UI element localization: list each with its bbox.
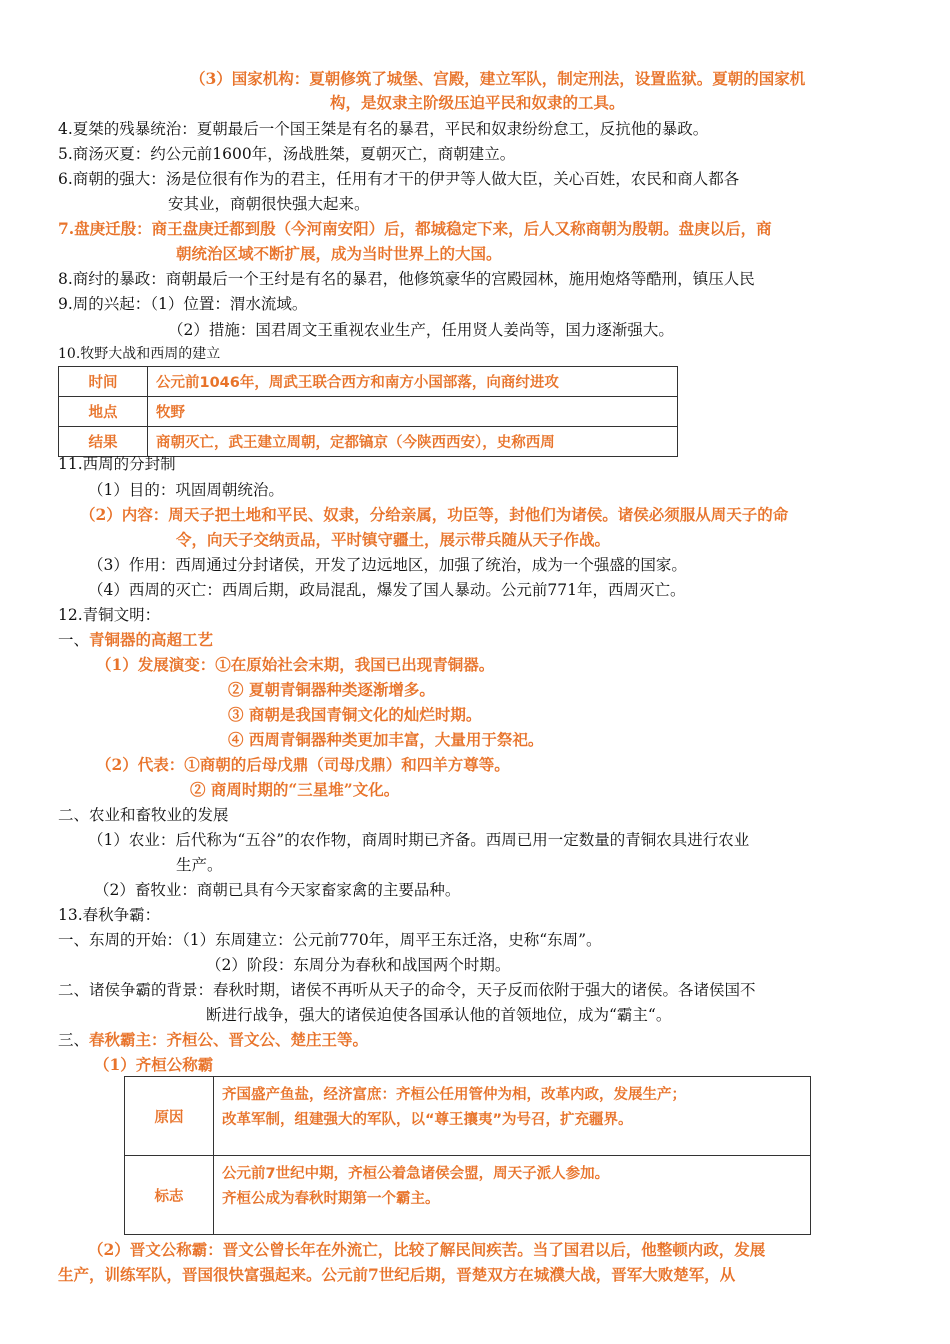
table-value: 公元前1046年，周武王联合西方和南方小国部落，向商纣进攻 — [148, 367, 678, 397]
text-line: （1）目的：巩固周朝统治。 — [88, 481, 284, 499]
cell-line: 齐国盛产鱼盐，经济富庶：齐桓公任用管仲为相，改革内政，发展生产； — [222, 1087, 686, 1103]
text-line: 生产，训练军队，晋国很快富强起来。公元前7世纪后期，晋楚双方在城濮大战，晋军大败楚军，从 — [58, 1265, 736, 1284]
section-heading: 11.西周的分封制 — [58, 455, 176, 473]
muye-battle-table — [58, 366, 678, 457]
text-line: ② 夏朝青铜器种类逐渐增多。 — [228, 680, 435, 699]
cell-line: 齐桓公成为春秋时期第一个霸主。 — [222, 1191, 440, 1207]
text-line: （2）阶段：东周分为春秋和战国两个时期。 — [206, 956, 511, 974]
qi-huangong-table — [124, 1076, 811, 1235]
text-line: ③ 商朝是我国青铜文化的灿烂时期。 — [228, 705, 482, 724]
subsection-title: 青铜器的高超工艺 — [89, 630, 214, 649]
text-line: （1）农业：后代称为“五谷”的农作物，商周时期已齐备。西周已用一定数量的青铜农具进行农业 — [88, 831, 750, 849]
text-line: 5.商汤灭夏：约公元前1600年，汤战胜桀，夏朝灭亡，商朝建立。 — [58, 145, 516, 163]
text-line: 7.盘庚迁殷：商王盘庚迁都到殷（今河南安阳）后，都城稳定下来，后人又称商朝为殷朝。盘庚以后，商 — [58, 219, 772, 238]
table-row — [59, 397, 678, 427]
section-heading: 二、农业和畜牧业的发展 — [58, 806, 229, 824]
table-value — [214, 1077, 811, 1156]
text-line: 二、诸侯争霸的背景：春秋时期，诸侯不再听从天子的命令，天子反而依附于强大的诸侯。各诸侯国不 — [58, 981, 756, 999]
text-line — [58, 1028, 368, 1052]
table-value: 牧野 — [148, 397, 678, 427]
table-key: 结果 — [59, 427, 148, 457]
text-line — [58, 628, 213, 652]
text-line: 一、东周的开始：（1）东周建立：公元前770年，周平王东迁洛，史称“东周”。 — [58, 931, 602, 949]
table-key: 原因 — [125, 1077, 214, 1156]
table-value: 商朝灭亡，武王建立周朝，定都镐京（今陕西西安），史称西周 — [148, 427, 678, 457]
text-line: 6.商朝的强大：汤是位很有作为的君主，任用有才干的伊尹等人做大臣，关心百姓，农民和商人都各 — [58, 170, 740, 188]
text-line: （4）西周的灭亡：西周后期，政局混乱，爆发了国人暴动。公元前771年，西周灭亡。 — [88, 581, 686, 599]
table-key: 时间 — [59, 367, 148, 397]
text-line: 4.夏桀的残暴统治：夏朝最后一个国王桀是有名的暴君，平民和奴隶纷纷怠工，反抗他的暴政。 — [58, 120, 709, 138]
list-marker: 三、 — [58, 1031, 90, 1049]
text-line: （2）措施：国君周文王重视农业生产，任用贤人姜尚等，国力逐渐强大。 — [168, 321, 674, 339]
text-line: （3）作用：西周通过分封诸侯，开发了边远地区，加强了统治，成为一个强盛的国家。 — [88, 556, 687, 574]
section-heading: 13.春秋争霸： — [58, 906, 161, 924]
table-row — [125, 1156, 811, 1235]
text-line: （3）国家机构：夏朝修筑了城堡、宫殿，建立军队，制定刑法，设置监狱。夏朝的国家机 — [190, 69, 806, 88]
section-heading: 10.牧野大战和西周的建立 — [58, 346, 221, 362]
text-line: （2）内容：周天子把土地和平民、奴隶，分给亲属，功臣等，封他们为诸侯。诸侯必须服从周天子的命 — [80, 505, 789, 524]
text-line: （2）畜牧业：商朝已具有今天家畜家禽的主要品种。 — [94, 881, 461, 899]
text-line: 安其业，商朝很快强大起来。 — [168, 195, 370, 213]
table-row — [125, 1077, 811, 1156]
list-marker: 一、 — [58, 631, 90, 649]
subsection-title: 春秋霸主：齐桓公、晋文公、楚庄王等。 — [89, 1030, 369, 1049]
cell-line: 改革军制，组建强大的军队，以“尊王攘夷”为号召，扩充疆界。 — [222, 1112, 633, 1128]
text-line: ④ 西周青铜器种类更加丰富，大量用于祭祀。 — [228, 730, 544, 749]
text-line: 9.周的兴起：（1）位置：渭水流域。 — [58, 295, 308, 313]
table-row — [59, 367, 678, 397]
text-line: （1）齐桓公称霸 — [94, 1055, 214, 1074]
text-line: （2）代表：①商朝的后母戊鼎（司母戊鼎）和四羊方尊等。 — [96, 755, 510, 774]
text-line: 断进行战争，强大的诸侯迫使各国承认他的首领地位，成为“霸主“。 — [206, 1006, 672, 1024]
text-line: （1）发展演变：①在原始社会末期，我国已出现青铜器。 — [96, 655, 495, 674]
text-line: 8.商纣的暴政：商朝最后一个王纣是有名的暴君，他修筑豪华的宫殿园林，施用炮烙等酷刑，镇压人民 — [58, 270, 755, 288]
cell-line: 公元前7世纪中期，齐桓公着急诸侯会盟，周天子派人参加。 — [222, 1166, 610, 1182]
text-line: （2）晋文公称霸：晋文公曾长年在外流亡，比较了解民间疾苦。当了国君以后，他整顿内政，发展 — [88, 1240, 766, 1259]
table-key: 标志 — [125, 1156, 214, 1235]
text-line: 生产。 — [176, 856, 223, 874]
text-line: 朝统治区域不断扩展，成为当时世界上的大国。 — [176, 244, 502, 263]
text-line: ② 商周时期的“三星堆”文化。 — [190, 780, 400, 799]
table-value — [214, 1156, 811, 1235]
text-line: 令，向天子交纳贡品，平时镇守疆土，展示带兵随从天子作战。 — [176, 530, 611, 549]
table-key: 地点 — [59, 397, 148, 427]
text-line: 构，是奴隶主阶级压迫平民和奴隶的工具。 — [330, 93, 625, 112]
section-heading: 12.青铜文明： — [58, 606, 161, 624]
